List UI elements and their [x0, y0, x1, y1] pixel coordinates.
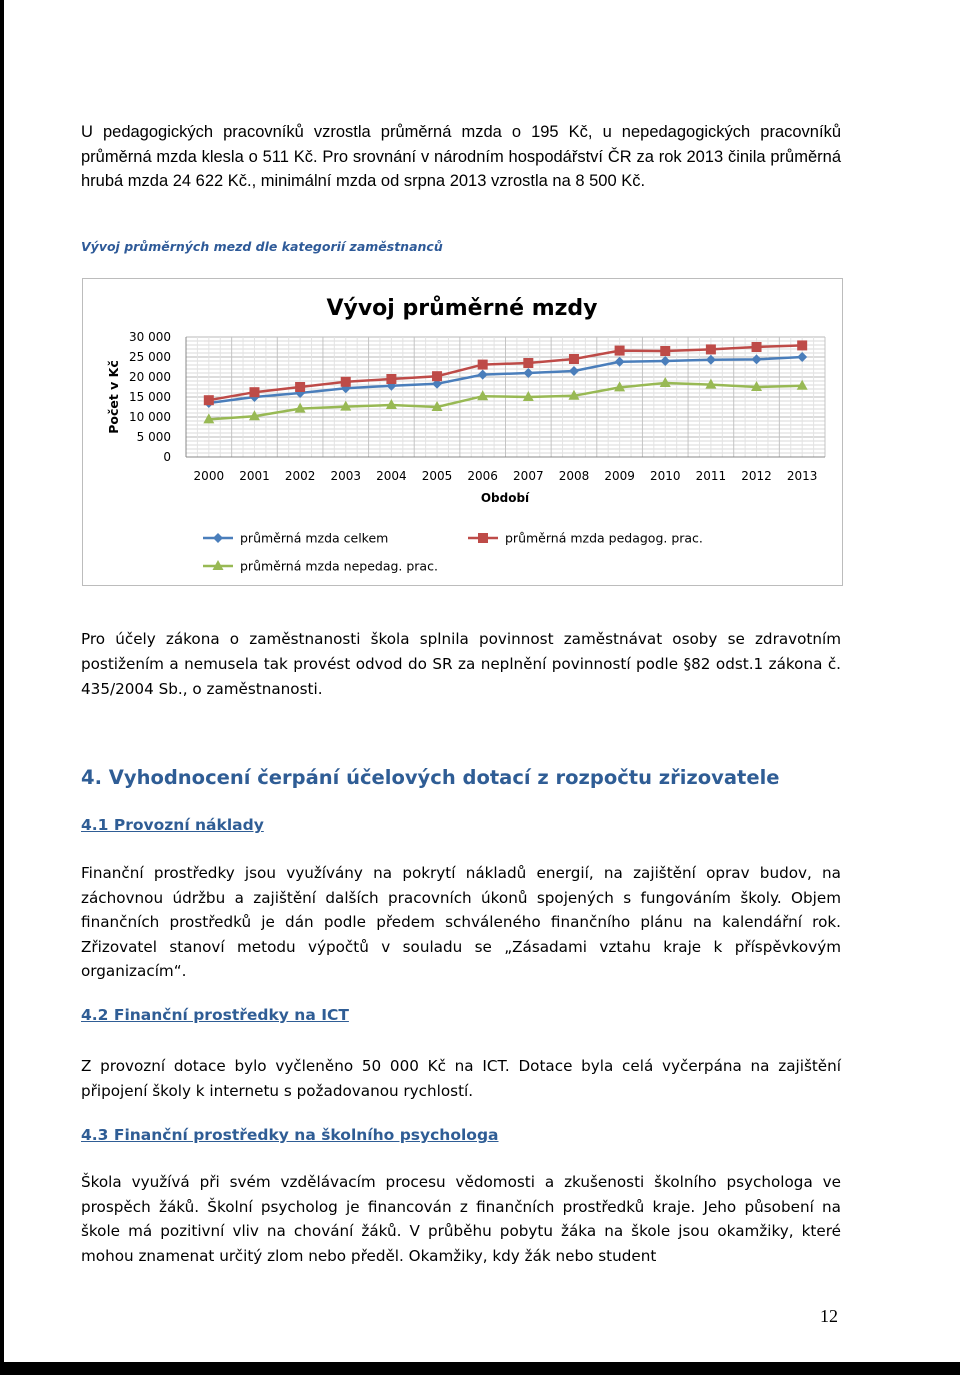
x-tick-label: 2012	[741, 469, 772, 483]
y-tick-label: 5 000	[136, 430, 171, 444]
data-point	[660, 346, 670, 356]
paragraph-operating-costs: Finanční prostředky jsou využívány na pokrytí nákladů energií, na zajištění oprav budov, na záchovnou údržbu a zajištění dalších pracovních úkonů spojených s fungováním školy. Objem finančních prostředků je dán podle předem schváleného finančního plánu na kalendářní rok. Zřizovatel stanoví metodu výpočtů v souladu se „Zásadami vztahu kraje k příspěvkovým organizacím“.	[81, 864, 841, 981]
page-border-bottom	[0, 1362, 960, 1375]
paragraph-psychologist: Škola využívá při svém vzdělávacím procesu vědomosti a zkušenosti školního psychologa ve prospěch žáků. Školní psycholog je financován z finančních prostředků kraje. Jeho působení na škole má pozitivní vliv na chování žáků. V průběhu pobytu žáka na škole jsou okamžiky, které mohou znamenat určitý zlom nebo předěl. Okamžiky, kdy žák nebo student	[81, 1173, 841, 1265]
x-tick-label: 2010	[649, 469, 681, 483]
data-point	[615, 346, 625, 356]
y-tick-label: 25 000	[129, 350, 171, 364]
x-tick-label: 2007	[513, 469, 544, 483]
x-tick-label: 2011	[695, 469, 727, 483]
data-point	[478, 370, 488, 380]
legend-item	[468, 531, 703, 546]
legend-label: průměrná mzda pedagog. prac.	[505, 530, 703, 546]
x-axis-label: Období	[480, 491, 530, 505]
y-tick-label: 0	[163, 450, 171, 464]
legend-item	[203, 559, 438, 574]
section-heading-4-2: 4.2 Finanční prostředky na ICT	[81, 1006, 349, 1024]
y-tick-label: 30 000	[129, 330, 171, 344]
data-point	[706, 344, 716, 354]
x-tick-label: 2008	[558, 469, 590, 483]
data-point	[523, 358, 533, 368]
chart-caption: Vývoj průměrných mezd dle kategorií zaměstnanců	[81, 239, 443, 254]
section-heading-4-1: 4.1 Provozní náklady	[81, 816, 264, 834]
paragraph-salary-change: U pedagogických pracovníků vzrostla průměrná mzda o 195 Kč, u nepedagogických pracovníků průměrná mzda klesla o 511 Kč. Pro srovnání v národním hospodářství ČR za rok 2013 činila průměrná hrubá mzda 24 622 Kč., minimální mzda od srpna 2013 vzrostla na 8 500 Kč.	[81, 123, 841, 191]
x-tick-label: 2002	[284, 469, 316, 483]
data-point	[249, 387, 259, 397]
x-tick-label: 2005	[421, 469, 453, 483]
legend-marker	[213, 533, 223, 543]
x-tick-label: 2013	[786, 469, 818, 483]
x-tick-label: 2003	[330, 469, 362, 483]
legend-item	[203, 531, 388, 546]
section-heading-4-3: 4.3 Finanční prostředky na školního psychologa	[81, 1126, 499, 1144]
salary-line-chart	[83, 279, 842, 585]
page-number: 12	[820, 1306, 838, 1326]
data-point	[752, 342, 762, 352]
legend-marker	[478, 533, 488, 543]
legend-label: průměrná mzda celkem	[240, 530, 389, 546]
chart-legend	[203, 531, 703, 574]
x-tick-label: 2006	[467, 469, 498, 483]
y-axis-tick-labels	[129, 330, 171, 464]
data-point	[341, 377, 351, 387]
data-point	[204, 395, 214, 405]
data-point	[797, 340, 807, 350]
x-tick-label: 2000	[193, 469, 225, 483]
page-border-left	[0, 0, 4, 1375]
chart-title: Vývoj průměrné mzdy	[326, 296, 598, 321]
y-tick-label: 20 000	[129, 370, 171, 384]
legend-label: průměrná mzda nepedag. prac.	[240, 558, 438, 574]
x-tick-label: 2004	[376, 469, 407, 483]
paragraph-employment: Pro účely zákona o zaměstnanosti škola splnila povinnost zaměstnávat osoby se zdravotním postižením a nemusela tak provést odvod do SR za neplnění povinností podle §82 odst.1 zákona č. 435/2004 Sb., o zaměstnanosti.	[81, 630, 841, 698]
paragraph-ict: Z provozní dotace bylo vyčleněno 50 000 Kč na ICT. Dotace byla celá vyčerpána na zajištění připojení školy k internetu s požadovanou rychlostí.	[81, 1057, 841, 1100]
data-point	[706, 355, 716, 365]
data-point	[752, 354, 762, 364]
y-tick-label: 15 000	[129, 390, 171, 404]
data-point	[295, 382, 305, 392]
y-tick-label: 10 000	[129, 410, 171, 424]
data-point	[569, 366, 579, 376]
data-point	[386, 374, 396, 384]
chart-frame	[82, 278, 843, 586]
data-point	[569, 354, 579, 364]
data-point	[478, 360, 488, 370]
section-heading-4: 4. Vyhodnocení čerpání účelových dotací z rozpočtu zřizovatele	[81, 766, 780, 789]
data-point	[432, 371, 442, 381]
x-tick-label: 2009	[604, 469, 635, 483]
x-tick-label: 2001	[239, 469, 270, 483]
y-axis-label: Počet v Kč	[106, 360, 121, 434]
x-axis-tick-labels	[194, 469, 818, 483]
